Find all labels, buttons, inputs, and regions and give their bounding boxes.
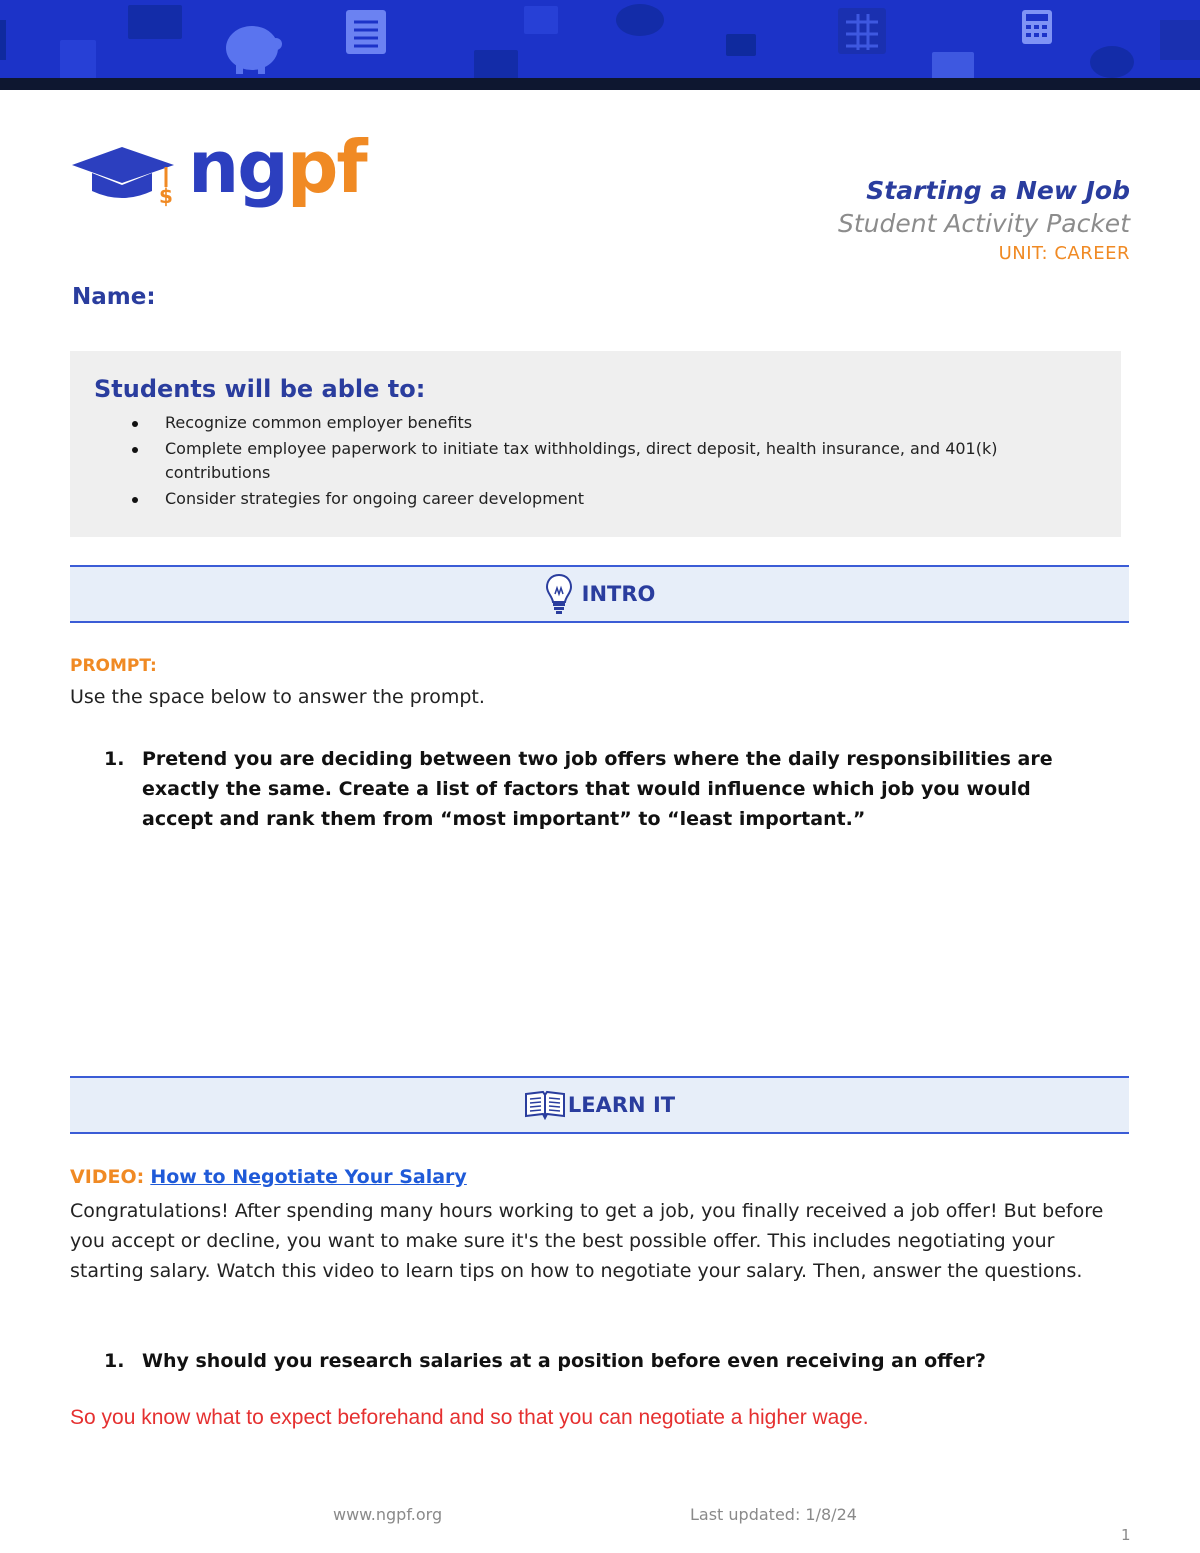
- prompt-heading: PROMPT:: [70, 656, 157, 676]
- objective-item: Complete employee paperwork to initiate tax withholdings, direct deposit, health insurance, and 401(k) contributions: [130, 437, 1080, 485]
- unit-label: UNIT: CAREER: [998, 243, 1130, 264]
- name-field-label: Name:: [72, 284, 156, 310]
- student-answer[interactable]: So you know what to expect beforehand and so that you can negotiate a higher wage.: [70, 1406, 869, 1429]
- learn-it-section-header: [70, 1076, 1129, 1134]
- header-banner: [0, 0, 1200, 90]
- objectives-box: [70, 351, 1121, 537]
- svg-text:$: $: [159, 184, 173, 208]
- logo-letter-p: p: [286, 125, 337, 209]
- ngpf-logo: [70, 125, 370, 215]
- question-text: Why should you research salaries at a position before even receiving an offer?: [142, 1350, 986, 1372]
- logo-wordmark: [188, 127, 366, 207]
- question-number: 1.: [104, 1350, 125, 1372]
- logo-letter-f: f: [336, 125, 366, 209]
- banner-stripe: [0, 78, 1200, 90]
- objectives-list: [130, 411, 1080, 513]
- question-number: 1.: [104, 748, 125, 770]
- prompt-instructions: Use the space below to answer the prompt.: [70, 686, 485, 708]
- objective-item: Recognize common employer benefits: [130, 411, 1080, 435]
- question-text: Pretend you are deciding between two job offers where the daily responsibilities are exactly the same. Create a list of factors that would influence which job you would accept and rank them from “most important” to “least important.”: [142, 748, 1053, 830]
- intro-section-label: INTRO: [581, 582, 656, 606]
- video-link[interactable]: How to Negotiate Your Salary: [150, 1166, 467, 1188]
- logo-letter-n: n: [188, 125, 238, 209]
- logo-letter-g: g: [237, 125, 287, 209]
- video-label: VIDEO:: [70, 1166, 145, 1188]
- learn-question: [104, 1346, 1104, 1376]
- intro-question: [104, 744, 1104, 834]
- footer-url: www.ngpf.org: [333, 1505, 443, 1524]
- banner-pattern: [0, 0, 1200, 90]
- video-description: Congratulations! After spending many hours working to get a job, you finally received a job offer! But before you accept or decline, you want to make sure it's the best possible offer. This includes negotiating your starting salary. Watch this video to learn tips on how to negotiate your salary. Then, answer the questions.: [70, 1200, 1104, 1282]
- objective-item: Consider strategies for ongoing career development: [130, 487, 1080, 511]
- intro-section-header: [70, 565, 1129, 623]
- graduation-cap-icon: [70, 135, 190, 215]
- document-subtitle: Student Activity Packet: [837, 209, 1130, 238]
- footer-last-updated: Last updated: 1/8/24: [690, 1505, 857, 1524]
- learn-it-section-label: LEARN IT: [567, 1093, 676, 1117]
- open-book-icon: [524, 1090, 566, 1120]
- video-line: [70, 1166, 467, 1188]
- document-title-block: [838, 174, 1130, 268]
- document-title: Starting a New Job: [866, 176, 1130, 205]
- lightbulb-icon: [544, 572, 574, 616]
- page-number: 1: [1121, 1526, 1131, 1544]
- objectives-heading: Students will be able to:: [94, 375, 426, 403]
